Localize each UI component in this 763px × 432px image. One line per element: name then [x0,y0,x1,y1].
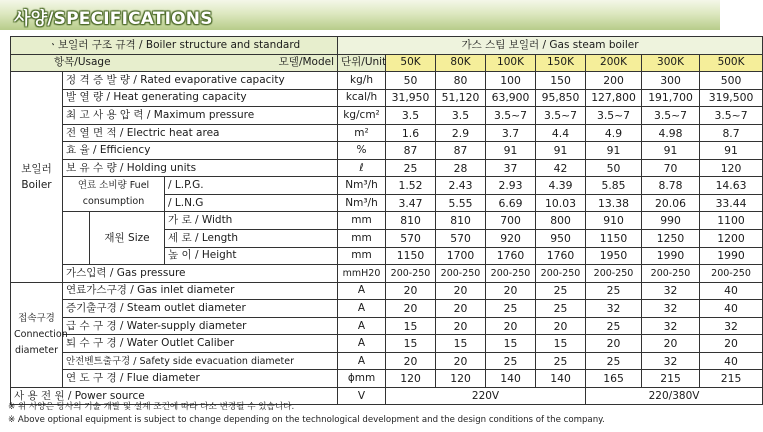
table-row [11,282,763,300]
value-cell: 13.38 [586,194,642,212]
value-cell: 91 [642,142,700,160]
item-label: 퇴 수 구 경 / Water Outlet Caliber [63,335,338,353]
value-cell: 1200 [700,230,763,248]
value-cell: 200-250 [642,265,700,283]
unit-header: 단위/Unit [338,54,386,72]
value-cell: 140 [536,370,586,388]
value-cell: 50 [386,72,436,90]
value-cell: 1760 [486,247,536,265]
value-cell: 20 [386,352,436,370]
item-label: / L.P.G. [165,177,338,195]
value-cell: 20 [386,300,436,318]
value-cell: 150 [536,72,586,90]
value-cell: 319,500 [700,89,763,107]
value-cell: 1760 [536,247,586,265]
value-cell: 5.55 [436,194,486,212]
value-cell: 200-250 [536,265,586,283]
value-cell: 25 [586,317,642,335]
value-cell: 4.98 [642,124,700,142]
value-cell: 20 [436,300,486,318]
value-cell: 1150 [586,230,642,248]
value-cell: 810 [436,212,486,230]
table-row [11,335,763,353]
value-cell: 20 [700,335,763,353]
unit-cell: A [338,335,386,353]
value-cell: 8.78 [642,177,700,195]
unit-cell: kcal/h [338,89,386,107]
power-left-cell: 220V [386,387,586,405]
size-group-label: 재원 Size [90,212,165,265]
value-cell: 20 [386,282,436,300]
value-cell: 20 [536,317,586,335]
unit-cell: mm [338,230,386,248]
value-cell: 50 [586,159,642,177]
item-label: 세 로 / Length [165,230,338,248]
item-label: 발 열 량 / Heat generating capacity [63,89,338,107]
page-title: 사양/SPECIFICATIONS [14,9,213,29]
unit-cell: kg/h [338,72,386,90]
consumption-group-label: 연료 소비량 Fuel consumption [63,177,165,212]
value-cell: 1950 [586,247,642,265]
value-cell: 25 [536,352,586,370]
value-cell: 40 [700,282,763,300]
value-cell: 20.06 [642,194,700,212]
value-cell: 570 [386,230,436,248]
footer-note-korean: ※ 위 사양은 당사의 기술 개발 및 설계 조건에 따라 다소 변경될 수 있습니다. [8,402,295,412]
value-cell: 200-250 [436,265,486,283]
power-right-cell: 220/380V [586,387,763,405]
item-label: / L.N.G [165,194,338,212]
value-cell: 15 [436,335,486,353]
value-cell: 200 [586,72,642,90]
value-cell: 20 [486,317,536,335]
unit-cell: A [338,317,386,335]
unit-cell: % [338,142,386,160]
value-cell: 28 [436,159,486,177]
value-cell: 191,700 [642,89,700,107]
value-cell: 215 [700,370,763,388]
table-row [11,370,763,388]
value-cell: 200-250 [586,265,642,283]
value-cell: 200-250 [700,265,763,283]
value-cell: 42 [536,159,586,177]
value-cell: 15 [386,335,436,353]
value-cell: 25 [536,300,586,318]
footer-notes [8,401,605,427]
value-cell: 32 [642,317,700,335]
value-cell: 4.4 [536,124,586,142]
value-cell: 1150 [386,247,436,265]
model-header-cell: 50K [386,54,436,72]
model-header-cell: 80K [436,54,486,72]
value-cell: 63,900 [486,89,536,107]
value-cell: 40 [700,300,763,318]
usage-label: 항목/Usage [54,56,111,69]
value-cell: 25 [536,282,586,300]
value-cell: 25 [386,159,436,177]
value-cell: 20 [436,317,486,335]
value-cell: 51,120 [436,89,486,107]
table-row [11,300,763,318]
power-unit-cell: V [338,387,386,405]
item-label: 가 로 / Width [165,212,338,230]
value-cell: 25 [586,282,642,300]
value-cell: 15 [486,335,536,353]
table-row [11,177,763,195]
footer-note-english: ※ Above optional equipment is subject to change depending on the technological development and the design conditions of the company. [8,415,605,425]
value-cell: 25 [486,300,536,318]
value-cell: 1700 [436,247,486,265]
table-row [11,159,763,177]
value-cell: 20 [436,352,486,370]
value-cell: 120 [436,370,486,388]
unit-cell: ℓ [338,159,386,177]
value-cell: 1100 [700,212,763,230]
value-cell: 3.5 [436,107,486,125]
specifications-table [10,36,763,405]
value-cell: 1990 [700,247,763,265]
model-header-cell: 300K [642,54,700,72]
value-cell: 2.43 [436,177,486,195]
value-cell: 3.5 [386,107,436,125]
item-label: 연료가스구경 / Gas inlet diameter [63,282,338,300]
value-cell: 37 [486,159,536,177]
item-label: 안전벤트출구경 / Safety side evacuation diameter [63,352,338,370]
value-cell: 87 [386,142,436,160]
item-label: 높 이 / Height [165,247,338,265]
unit-cell: Nm³/h [338,177,386,195]
item-label: 효 율 / Efficiency [63,142,338,160]
value-cell: 3.47 [386,194,436,212]
value-cell: 120 [386,370,436,388]
value-cell: 100 [486,72,536,90]
item-label: 보 유 수 량 / Holding units [63,159,338,177]
boiler-group-label: 보일러 Boiler [11,72,63,283]
value-cell: 140 [486,370,536,388]
unit-cell: kg/cm² [338,107,386,125]
value-cell: 80 [436,72,486,90]
value-cell: 950 [536,230,586,248]
value-cell: 1.52 [386,177,436,195]
value-cell: 32 [700,317,763,335]
value-cell: 20 [436,282,486,300]
model-header-cell: 150K [536,54,586,72]
unit-cell: A [338,300,386,318]
group-spacer-cell [63,212,90,265]
value-cell: 2.9 [436,124,486,142]
connection-group-label: 접속구경 Connection diameter [11,282,63,387]
value-cell: 25 [486,352,536,370]
unit-cell: A [338,282,386,300]
value-cell: 10.03 [536,194,586,212]
item-label: 가스입력 / Gas pressure [63,265,338,283]
unit-cell: m² [338,124,386,142]
table-header-row [11,37,763,55]
value-cell: 570 [436,230,486,248]
table-row [11,89,763,107]
unit-cell: mmH20 [338,265,386,283]
value-cell: 200-250 [486,265,536,283]
value-cell: 1.6 [386,124,436,142]
structure-label-cell: ㆍ보일러 구조 규격 / Boiler structure and standard [11,37,338,55]
value-cell: 91 [536,142,586,160]
model-header-cell: 100K [486,54,536,72]
value-cell: 165 [586,370,642,388]
value-cell: 3.5~7 [536,107,586,125]
value-cell: 3.5~7 [642,107,700,125]
item-label: 정 격 증 발 량 / Rated evaporative capacity [63,72,338,90]
value-cell: 91 [486,142,536,160]
value-cell: 1250 [642,230,700,248]
value-cell: 20 [586,335,642,353]
value-cell: 20 [642,335,700,353]
item-label: 전 열 면 적 / Electric heat area [63,124,338,142]
value-cell: 990 [642,212,700,230]
value-cell: 700 [486,212,536,230]
value-cell: 15 [536,335,586,353]
value-cell: 32 [642,300,700,318]
boiler-type-cell: 가스 스팀 보일러 / Gas steam boiler [338,37,763,55]
value-cell: 300 [642,72,700,90]
value-cell: 20 [486,282,536,300]
value-cell: 95,850 [536,89,586,107]
table-row [11,107,763,125]
item-label: 최 고 사 용 압 력 / Maximum pressure [63,107,338,125]
value-cell: 25 [586,352,642,370]
unit-cell: ϕmm [338,370,386,388]
table-row [11,352,763,370]
model-label: 모델/Model [278,56,335,69]
value-cell: 120 [700,159,763,177]
value-cell: 920 [486,230,536,248]
value-cell: 31,950 [386,89,436,107]
value-cell: 215 [642,370,700,388]
value-cell: 500 [700,72,763,90]
value-cell: 8.7 [700,124,763,142]
value-cell: 91 [700,142,763,160]
value-cell: 5.85 [586,177,642,195]
value-cell: 32 [642,352,700,370]
item-label: 급 수 구 경 / Water-supply diameter [63,317,338,335]
power-item-cell: 사 용 전 원 / Power source [11,387,338,405]
value-cell: 3.7 [486,124,536,142]
value-cell: 3.5~7 [486,107,536,125]
table-row [11,142,763,160]
value-cell: 32 [586,300,642,318]
value-cell: 32 [642,282,700,300]
item-label: 연 도 구 경 / Flue diameter [63,370,338,388]
table-row [11,317,763,335]
value-cell: 810 [386,212,436,230]
model-header-cell: 500K [700,54,763,72]
value-cell: 6.69 [486,194,536,212]
value-cell: 15 [386,317,436,335]
value-cell: 800 [536,212,586,230]
value-cell: 14.63 [700,177,763,195]
value-cell: 40 [700,352,763,370]
unit-cell: Nm³/h [338,194,386,212]
unit-cell: mm [338,212,386,230]
value-cell: 70 [642,159,700,177]
value-cell: 3.5~7 [586,107,642,125]
value-cell: 127,800 [586,89,642,107]
value-cell: 3.5~7 [700,107,763,125]
model-header-cell: 200K [586,54,642,72]
table-row [11,265,763,283]
table-row [11,124,763,142]
value-cell: 1990 [642,247,700,265]
model-header-row [11,54,763,72]
value-cell: 2.93 [486,177,536,195]
usage-model-cell [11,54,338,72]
value-cell: 4.9 [586,124,642,142]
value-cell: 4.39 [536,177,586,195]
table-row [11,72,763,90]
unit-cell: mm [338,247,386,265]
value-cell: 87 [436,142,486,160]
value-cell: 910 [586,212,642,230]
value-cell: 33.44 [700,194,763,212]
value-cell: 200-250 [386,265,436,283]
item-label: 증기출구경 / Steam outlet diameter [63,300,338,318]
table-row [11,212,763,230]
value-cell: 91 [586,142,642,160]
unit-cell: A [338,352,386,370]
title-bar [0,0,720,30]
